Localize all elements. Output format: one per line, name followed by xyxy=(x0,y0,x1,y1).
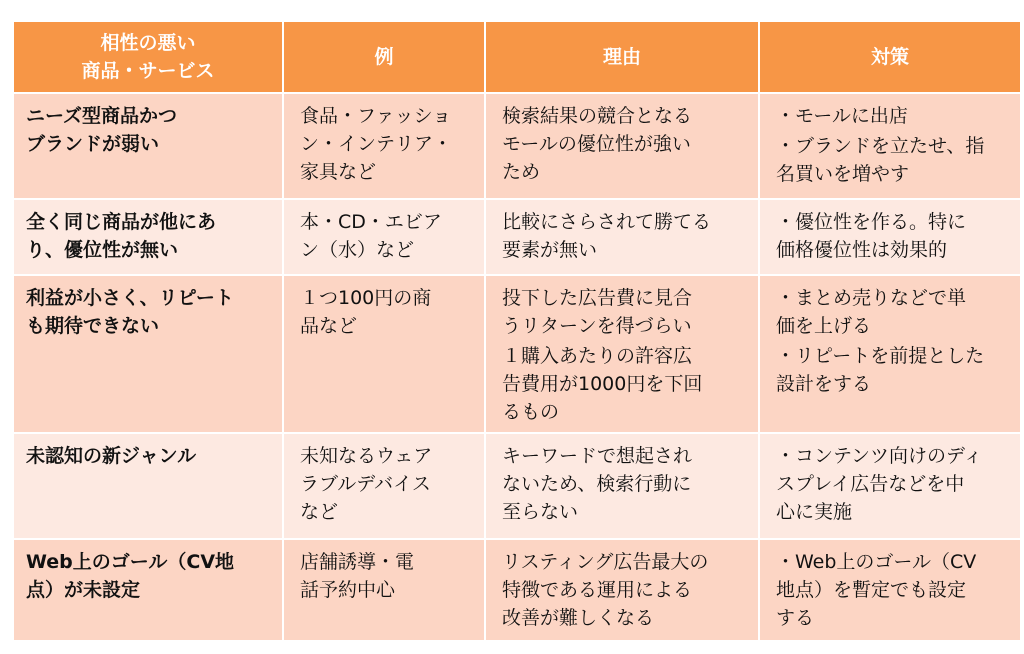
comparison-table-container xyxy=(12,20,1012,642)
cell-paragraph xyxy=(776,102,1008,130)
cell-line: 検索結果の競合となる xyxy=(502,105,693,127)
cell-line: ・Web上のゴール（CV xyxy=(776,551,977,573)
cell-line: 価を上げる xyxy=(776,315,872,337)
row-product-cell xyxy=(14,276,282,432)
cell-line: ラブルデバイス xyxy=(300,473,431,495)
header-line: 相性の悪い xyxy=(100,32,196,54)
cell-line: 地点）を暫定でも設定 xyxy=(776,579,967,601)
cell-paragraph xyxy=(776,548,1008,632)
header-product-service xyxy=(14,22,282,92)
cell-paragraph xyxy=(776,284,1008,340)
cell-line: ・ブランドを立たせ、指 xyxy=(776,135,985,157)
header-line: 商品・サービス xyxy=(81,60,215,82)
table-row xyxy=(14,434,1020,538)
cell-paragraph xyxy=(776,442,1008,526)
cell-line: 設計をする xyxy=(776,373,872,395)
cell-paragraph xyxy=(776,132,1008,188)
row-reason-cell xyxy=(486,200,758,274)
cell-line: 改善が難しくなる xyxy=(502,607,655,629)
cell-line: １つ100円の商 xyxy=(300,287,432,309)
cell-line: Web上のゴール（CV地 xyxy=(26,551,235,573)
cell-line: など xyxy=(300,501,339,523)
table-header-row xyxy=(14,22,1020,92)
cell-line: 店舗誘導・電 xyxy=(300,551,415,573)
cell-line: 比較にさらされて勝てる xyxy=(502,211,712,233)
cell-line: うリターンを得づらい xyxy=(502,315,692,337)
row-measure-cell xyxy=(760,94,1020,198)
cell-paragraph xyxy=(502,548,746,632)
cell-line: 特徴である運用による xyxy=(502,579,693,601)
cell-line: も期待できない xyxy=(26,315,160,337)
cell-line: ・リピートを前提とした xyxy=(776,345,985,367)
cell-line: 話予約中心 xyxy=(300,579,396,601)
cell-line: 食品・ファッショ xyxy=(300,105,452,127)
row-reason-cell xyxy=(486,94,758,198)
row-product-cell xyxy=(14,434,282,538)
cell-line: ため xyxy=(502,161,541,183)
cell-line: ニーズ型商品かつ xyxy=(26,105,178,127)
cell-line: ブランドが弱い xyxy=(26,133,160,155)
cell-line: 全く同じ商品が他にあ xyxy=(26,211,217,233)
cell-line: する xyxy=(776,607,815,629)
row-example-cell xyxy=(284,540,484,640)
row-example-cell xyxy=(284,200,484,274)
cell-line: ・モールに出店 xyxy=(776,105,908,127)
cell-line: り、優位性が無い xyxy=(26,239,179,261)
row-product-cell xyxy=(14,540,282,640)
row-example-cell xyxy=(284,276,484,432)
row-reason-cell xyxy=(486,540,758,640)
cell-line: 品など xyxy=(300,315,358,337)
row-product-cell xyxy=(14,94,282,198)
cell-line: 名買いを増やす xyxy=(776,163,910,185)
cell-line: 未認知の新ジャンル xyxy=(26,445,197,467)
cell-line: るもの xyxy=(502,401,560,423)
header-reason: 理由 xyxy=(486,22,758,92)
row-example-cell xyxy=(284,434,484,538)
cell-paragraph xyxy=(776,208,1008,264)
header-measure: 対策 xyxy=(760,22,1020,92)
cell-line: １購入あたりの許容広 xyxy=(502,345,693,367)
cell-line: 家具など xyxy=(300,161,377,183)
cell-line: 本・CD・エビア xyxy=(300,211,442,233)
cell-line: リスティング広告最大の xyxy=(502,551,709,573)
header-example: 例 xyxy=(284,22,484,92)
row-reason-cell xyxy=(486,434,758,538)
table-row xyxy=(14,276,1020,432)
cell-paragraph xyxy=(502,442,746,526)
cell-line: キーワードで想起され xyxy=(502,445,693,467)
table-row xyxy=(14,94,1020,198)
cell-line: 告費用が1000円を下回 xyxy=(502,373,703,395)
cell-paragraph xyxy=(502,342,746,426)
cell-paragraph xyxy=(502,208,746,264)
cell-paragraph xyxy=(502,284,746,340)
cell-paragraph xyxy=(502,102,746,186)
row-product-cell xyxy=(14,200,282,274)
cell-line: 価格優位性は効果的 xyxy=(776,239,948,261)
cell-line: モールの優位性が強い xyxy=(502,133,691,155)
cell-line: 利益が小さく、リピート xyxy=(26,287,234,309)
cell-line: スプレイ広告などを中 xyxy=(776,473,965,495)
cell-line: ・まとめ売りなどで単 xyxy=(776,287,967,309)
cell-line: 投下した広告費に見合 xyxy=(502,287,693,309)
table-row xyxy=(14,200,1020,274)
row-measure-cell xyxy=(760,434,1020,538)
cell-line: ないため、検索行動に xyxy=(502,473,692,495)
cell-line: 心に実施 xyxy=(776,501,853,523)
row-reason-cell xyxy=(486,276,758,432)
cell-line: 至らない xyxy=(502,501,579,523)
row-measure-cell xyxy=(760,540,1020,640)
comparison-table xyxy=(12,20,1022,642)
cell-line: ン・インテリア・ xyxy=(300,133,453,155)
row-measure-cell xyxy=(760,200,1020,274)
cell-line: ・コンテンツ向けのディ xyxy=(776,445,983,467)
cell-line: 未知なるウェア xyxy=(300,445,433,467)
table-row xyxy=(14,540,1020,640)
row-measure-cell xyxy=(760,276,1020,432)
row-example-cell xyxy=(284,94,484,198)
cell-line: 点）が未設定 xyxy=(26,579,141,601)
cell-line: ン（水）など xyxy=(300,239,415,261)
cell-paragraph xyxy=(776,342,1008,398)
cell-line: 要素が無い xyxy=(502,239,598,261)
cell-line: ・優位性を作る。特に xyxy=(776,211,967,233)
